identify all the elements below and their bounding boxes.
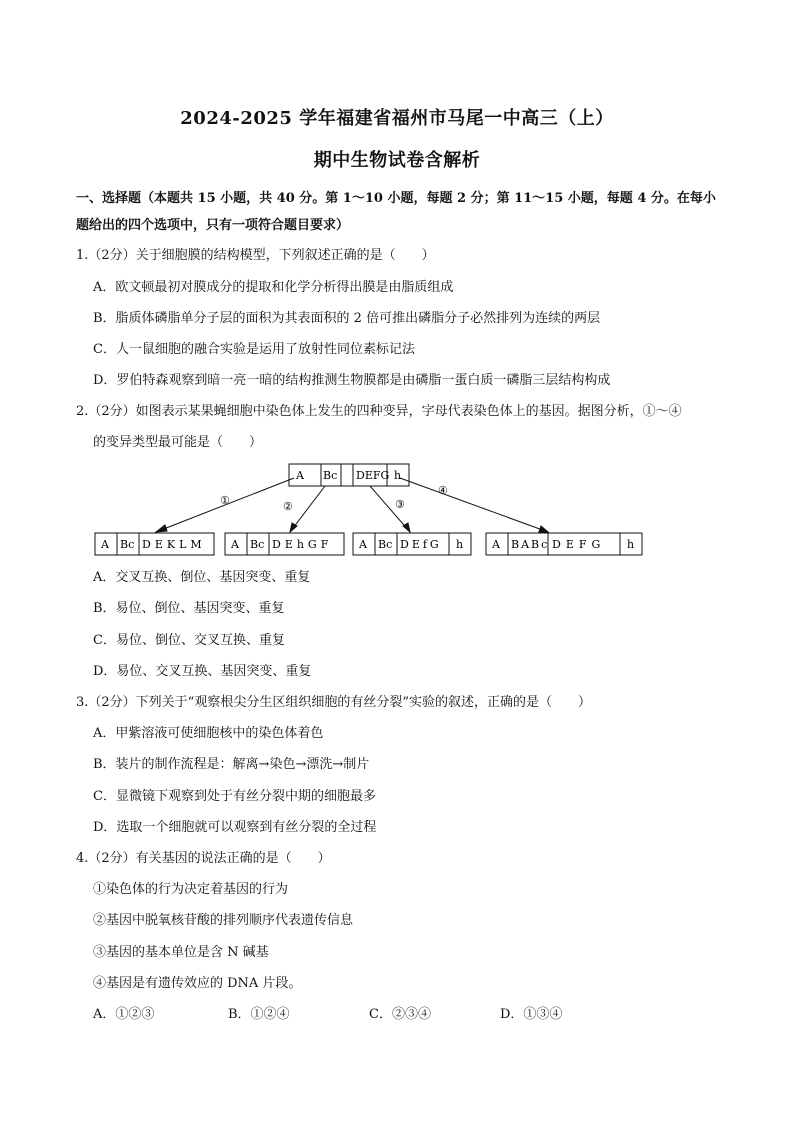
question-3-option-d: D．选取一个细胞就可以观察到有丝分裂的全过程 xyxy=(93,820,377,835)
question-4-option-d: D．①③④ xyxy=(500,1007,563,1022)
question-2-option-d: D．易位、交叉互换、基因突变、重复 xyxy=(93,664,312,679)
question-2-option-c: C．易位、倒位、交叉互换、重复 xyxy=(93,633,285,648)
svg-text:Bc: Bc xyxy=(378,538,393,551)
question-4-statement-2: ②基因中脱氧核苷酸的排列顺序代表遗传信息 xyxy=(93,913,354,928)
question-1-option-b: B．脂质体磷脂单分子层的面积为其表面积的 2 倍可推出磷脂分子必然排列为连续的两层 xyxy=(93,311,601,326)
arrow-label-2: ② xyxy=(283,500,293,513)
variant-chromosome-1 xyxy=(95,533,214,555)
svg-text:A: A xyxy=(101,538,109,551)
question-4-option-a: A．①②③ xyxy=(93,1007,155,1022)
chromosome-variation-diagram xyxy=(90,462,650,562)
svg-text:A: A xyxy=(231,538,239,551)
question-1-stem: 1.（2分）关于细胞膜的结构模型，下列叙述正确的是（ ） xyxy=(76,248,435,263)
page-subtitle: 期中生物试卷含解析 xyxy=(313,150,481,171)
arrow-label-3: ③ xyxy=(395,498,405,511)
question-1-option-a: A．欧文顿最初对膜成分的提取和化学分析得出膜是由脂质组成 xyxy=(93,280,454,295)
original-chromosome xyxy=(289,464,409,486)
arrow-label-1: ① xyxy=(220,494,230,507)
svg-text:DEfG: DEfG xyxy=(400,538,442,551)
svg-text:A: A xyxy=(359,538,367,551)
svg-text:DEhGF: DEhGF xyxy=(272,538,333,551)
question-4-statement-4: ④基因是有遗传效应的 DNA 片段。 xyxy=(93,976,302,991)
question-2-option-a: A．交叉互换、倒位、基因突变、重复 xyxy=(93,570,311,585)
variant-chromosome-2 xyxy=(225,533,344,555)
svg-text:DEKLM: DEKLM xyxy=(142,538,206,551)
gene-label: h xyxy=(394,469,402,482)
question-4-option-b: B．①②④ xyxy=(228,1007,290,1022)
variant-chromosome-4 xyxy=(486,533,642,555)
svg-text:DEFG: DEFG xyxy=(552,538,606,551)
section-heading: 一、选择题（本题共 15 小题，共 40 分。第 1～10 小题，每题 2 分；第 11～15 小题，每题 4 分。在每小题给出的四个选项中，只有一项符合题目要求） xyxy=(76,191,716,233)
question-2-stem-cont: 的变异类型最可能是（ ） xyxy=(93,435,263,450)
question-4-statement-1: ①染色体的行为决定着基因的行为 xyxy=(93,882,289,897)
question-3-option-a: A．甲紫溶液可使细胞核中的染色体着色 xyxy=(93,726,324,741)
question-2-option-b: B．易位、倒位、基因突变、重复 xyxy=(93,601,285,616)
gene-label: A xyxy=(296,469,304,482)
question-3-stem: 3.（2分）下列关于“观察根尖分生区组织细胞的有丝分裂”实验的叙述，正确的是（ ） xyxy=(76,695,591,710)
gene-label: Bc xyxy=(323,469,338,482)
page-title: 2024-2025 学年福建省福州市马尾一中高三（上） xyxy=(180,108,614,129)
svg-text:Bc: Bc xyxy=(250,538,265,551)
question-3-option-c: C．显微镜下观察到处于有丝分裂中期的细胞最多 xyxy=(93,789,376,804)
variant-chromosome-3 xyxy=(353,533,471,555)
question-1-option-c: C．人一鼠细胞的融合实验是运用了放射性同位素标记法 xyxy=(93,342,415,357)
svg-text:h: h xyxy=(627,538,635,551)
question-4-option-c: C．②③④ xyxy=(369,1007,431,1022)
gene-label: DEFG xyxy=(356,469,390,482)
question-4-stem: 4.（2分）有关基因的说法正确的是（ ） xyxy=(76,851,331,866)
svg-text:BABc: BABc xyxy=(511,538,550,551)
question-3-option-b: B．装片的制作流程是：解离→染色→漂洗→制片 xyxy=(93,757,370,772)
question-2-stem: 2.（2分）如图表示某果蝇细胞中染色体上发生的四种变异，字母代表染色体上的基因。据图分析，①～④ xyxy=(76,404,682,419)
arrow-label-4: ④ xyxy=(438,484,448,497)
svg-text:A: A xyxy=(492,538,500,551)
question-4-statement-3: ③基因的基本单位是含 N 碱基 xyxy=(93,945,269,960)
question-1-option-d: D．罗伯特森观察到暗一亮一暗的结构推测生物膜都是由磷脂一蛋白质一磷脂三层结构构成 xyxy=(93,373,611,388)
svg-text:Bc: Bc xyxy=(120,538,135,551)
svg-text:h: h xyxy=(456,538,464,551)
